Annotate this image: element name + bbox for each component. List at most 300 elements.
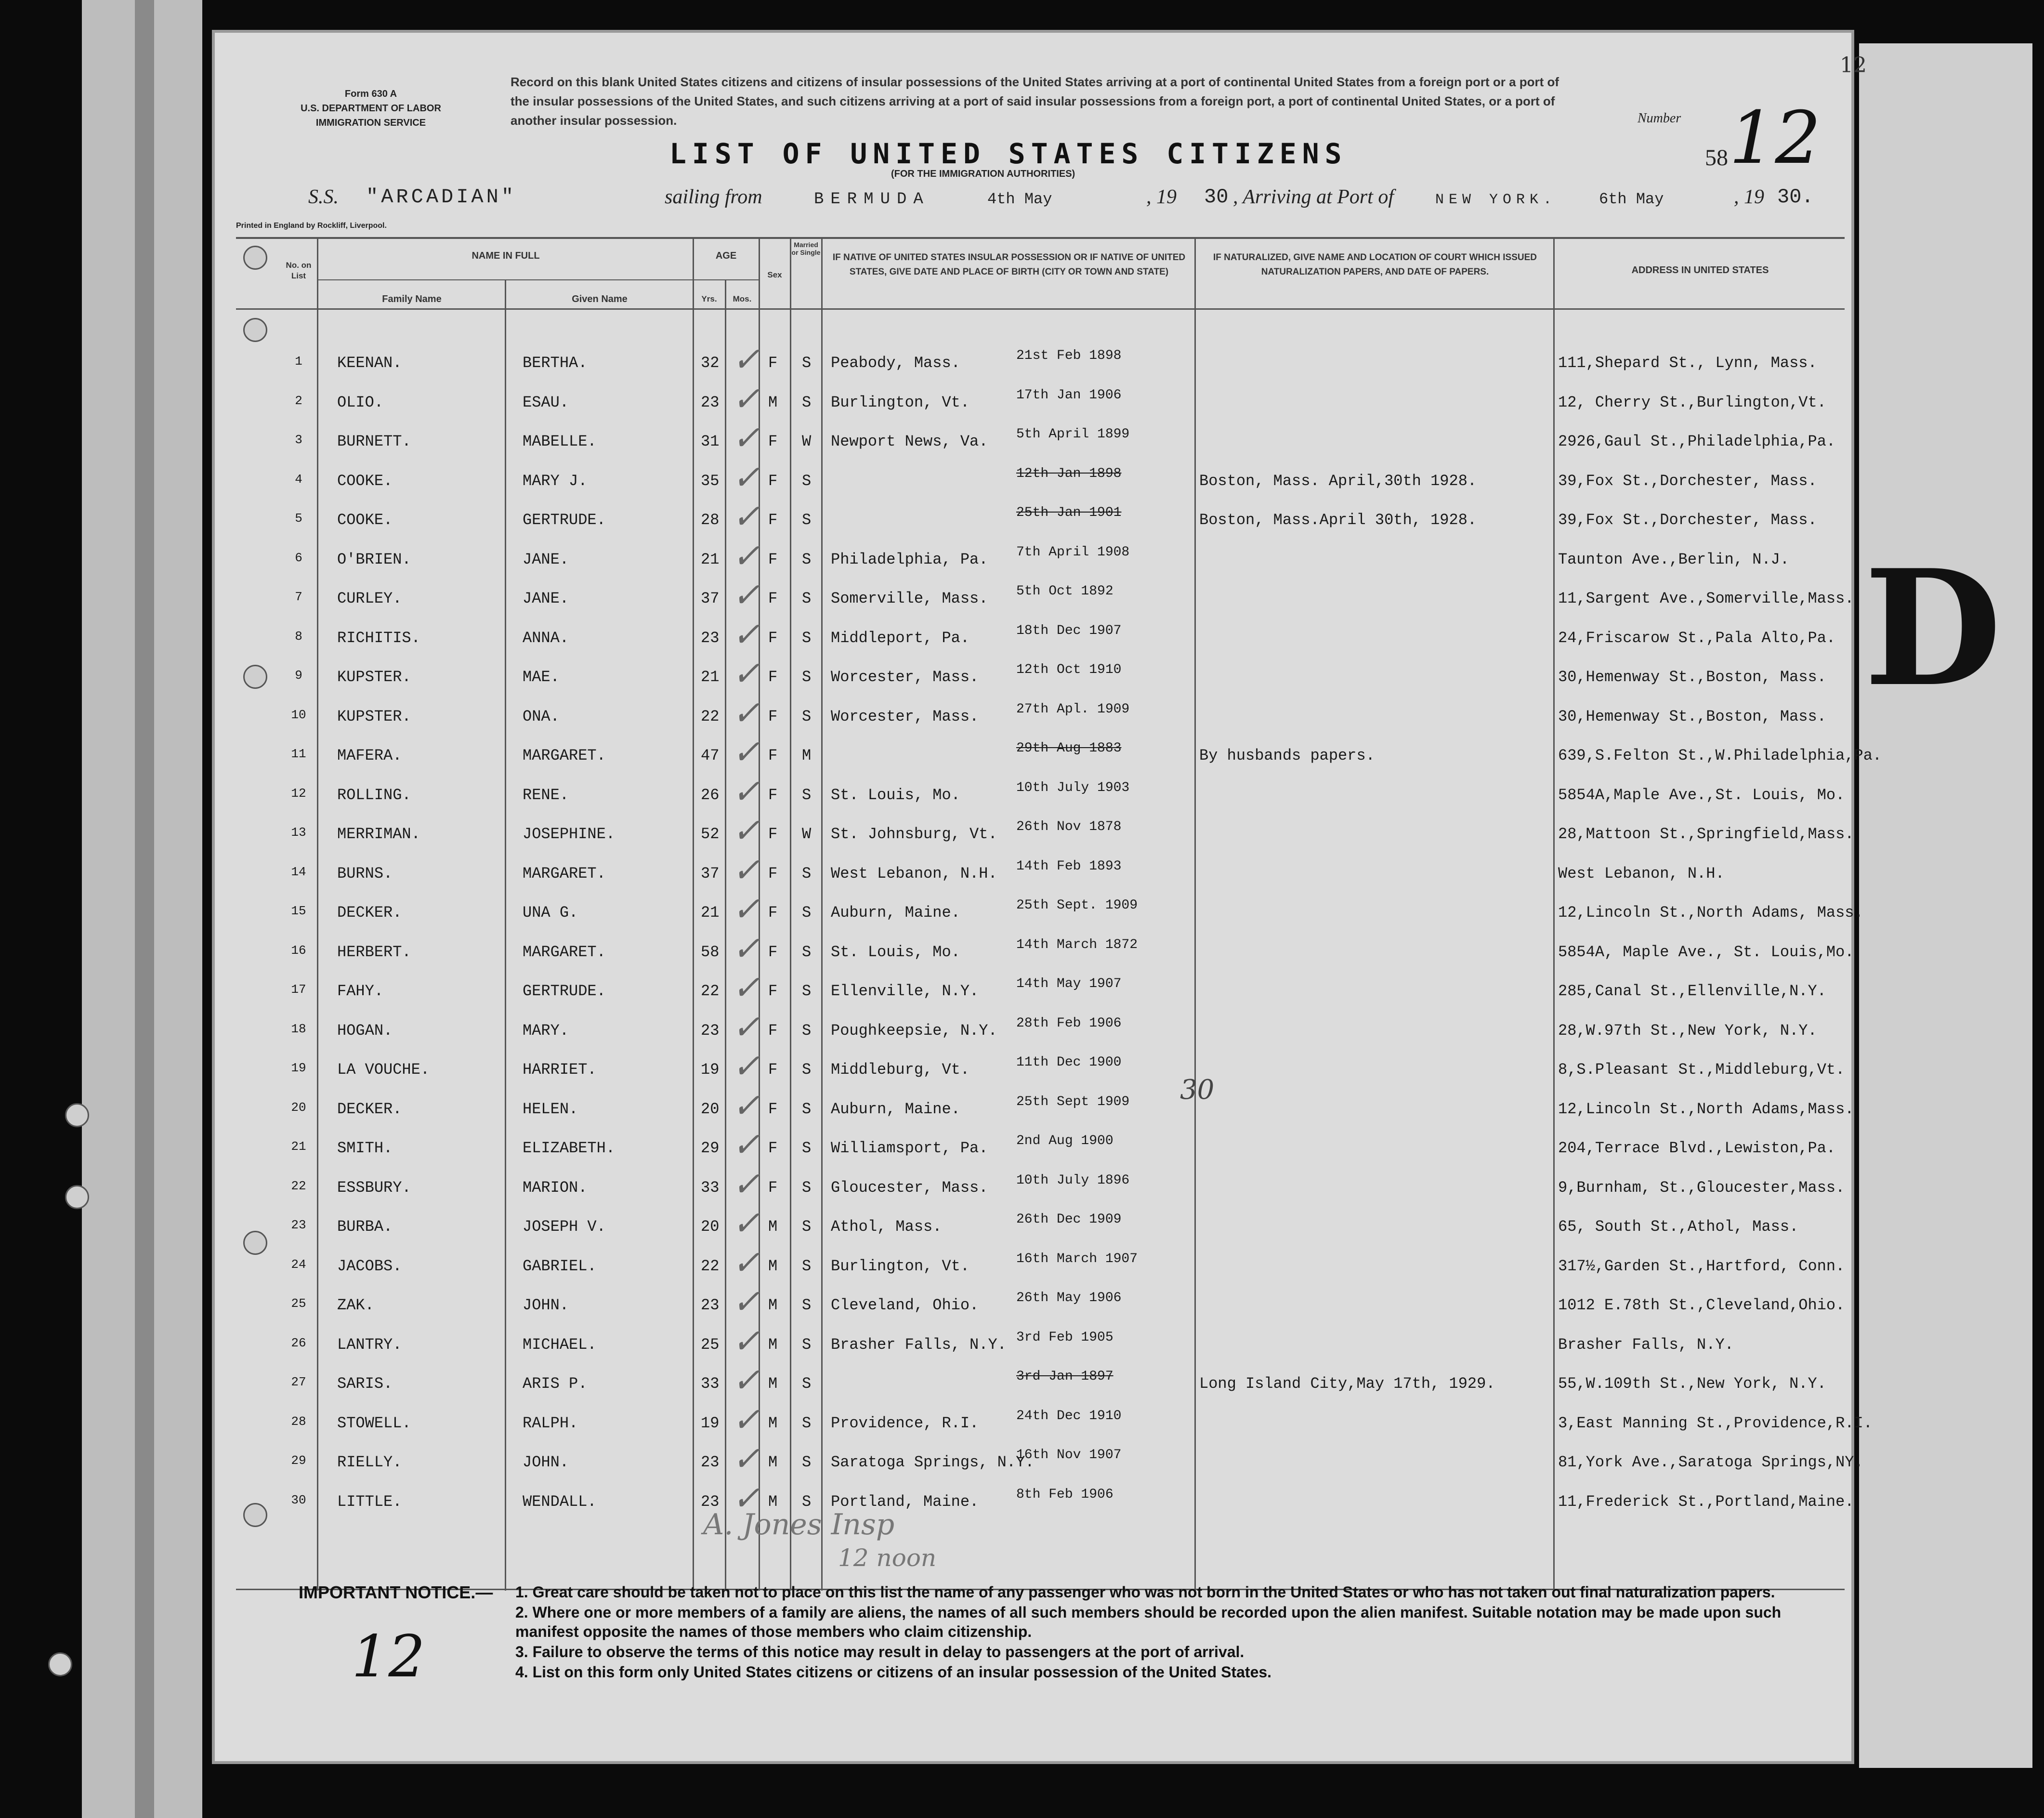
- cell-given: HARRIET.: [523, 1061, 597, 1079]
- cell-date: 10th July 1903: [1016, 780, 1130, 795]
- cell-family: OLIO.: [337, 393, 384, 411]
- cell-given: BERTHA.: [523, 354, 588, 372]
- year-prefix: , 19: [1146, 186, 1177, 208]
- departure-port: BERMUDA: [814, 190, 930, 209]
- cell-given: MARION.: [523, 1178, 588, 1197]
- cell-place: St. Louis, Mo.: [831, 786, 960, 804]
- check-mark-icon: ✓: [732, 693, 760, 733]
- cell-age: 21: [701, 550, 720, 568]
- ship-name: "ARCADIAN": [366, 185, 517, 209]
- cell-no: 29: [291, 1453, 306, 1468]
- cell-sex: F: [768, 786, 778, 804]
- check-mark-icon: ✓: [732, 1164, 760, 1204]
- table-row: [0, 693, 2044, 746]
- cell-sex: F: [768, 354, 778, 372]
- header-given-name: Given Name: [572, 294, 628, 304]
- cell-given: UNA G.: [523, 904, 578, 922]
- cell-ms: S: [802, 1296, 812, 1314]
- cell-no: 27: [291, 1375, 306, 1389]
- cell-family: MAFERA.: [337, 747, 402, 764]
- cell-age: 32: [701, 354, 720, 372]
- cell-address: 65, South St.,Athol, Mass.: [1558, 1218, 1799, 1236]
- header-naturalized: IF NATURALIZED, GIVE NAME AND LOCATION OF COURT WHICH ISSUED NATURALIZATION PAPERS, AND DATE OF PAPERS.: [1213, 252, 1537, 277]
- check-mark-icon: ✓: [732, 1399, 760, 1439]
- cell-given: JOHN.: [523, 1296, 569, 1314]
- cell-no: 1: [295, 354, 302, 369]
- cell-family: DECKER.: [337, 904, 402, 922]
- table-row: [0, 1242, 2044, 1296]
- cell-date: 16th Nov 1907: [1016, 1448, 1122, 1462]
- cell-address: 11,Frederick St.,Portland,Maine.: [1558, 1492, 1854, 1511]
- header-mos: Mos.: [733, 294, 752, 303]
- instructions: Record on this blank United States citizens and citizens of insular possessions of the United States arriving at a port of continental United States from a foreign port or a port of the insular possessions of the United States, and such citizens arriving at a port of said insular possessions from a foreign port, a port of continental United States, or a port of another insular possession.: [511, 75, 1559, 128]
- cell-ms: S: [802, 668, 812, 686]
- check-mark-icon: ✓: [732, 968, 760, 1007]
- cell-place: St. Johnsburg, Vt.: [831, 825, 997, 843]
- cell-family: ROLLING.: [337, 786, 411, 804]
- cell-ms: S: [802, 472, 812, 490]
- cell-no: 3: [295, 433, 302, 447]
- cell-date: 28th Feb 1906: [1016, 1015, 1122, 1031]
- table-row: [0, 771, 2044, 825]
- header-name-in-full: NAME IN FULL: [472, 250, 540, 261]
- cell-given: WENDALL.: [523, 1492, 597, 1511]
- cell-ms: W: [802, 433, 812, 450]
- cell-age: 29: [701, 1139, 720, 1157]
- cell-sex: F: [768, 472, 778, 490]
- cell-no: 18: [291, 1021, 306, 1036]
- cell-sex: F: [768, 1021, 778, 1040]
- cell-address: 111,Shepard St., Lynn, Mass.: [1558, 354, 1817, 372]
- inspector-signature: A. Jones Insp: [703, 1508, 895, 1541]
- cell-no: 28: [291, 1414, 306, 1429]
- cell-sex: F: [768, 668, 778, 686]
- table-top-rule: [236, 237, 1845, 239]
- table-row: [0, 575, 2044, 628]
- cell-nat: Boston, Mass.April 30th, 1928.: [1199, 511, 1477, 529]
- arrival-date: 6th May: [1599, 190, 1664, 208]
- signature-time: 12 noon: [838, 1544, 937, 1572]
- cell-place: Providence, R.I.: [831, 1414, 979, 1432]
- cell-ms: S: [802, 1414, 812, 1432]
- cell-age: 35: [701, 472, 720, 490]
- cell-date: 14th March 1872: [1016, 937, 1138, 952]
- cell-sex: F: [768, 629, 778, 647]
- punch-hole: [243, 246, 267, 270]
- number-printed: 58: [1705, 145, 1728, 171]
- cell-sex: F: [768, 982, 778, 1000]
- cell-sex: M: [768, 1335, 778, 1354]
- cell-date: 24th Dec 1910: [1016, 1408, 1122, 1423]
- cell-address: 30,Hemenway St.,Boston, Mass.: [1558, 707, 1826, 725]
- cell-ms: S: [802, 393, 812, 411]
- cell-sex: M: [768, 393, 778, 411]
- arrival-port: NEW YORK.: [1435, 192, 1557, 208]
- cell-family: SARIS.: [337, 1375, 393, 1393]
- cell-family: RICHITIS.: [337, 629, 420, 647]
- header-sex: Sex: [767, 270, 782, 279]
- cell-address: 12,Lincoln St.,North Adams,Mass.: [1558, 1100, 1854, 1118]
- cell-ms: S: [802, 943, 812, 961]
- cell-ms: S: [802, 1021, 812, 1040]
- check-mark-icon: ✓: [732, 340, 760, 379]
- cell-place: Auburn, Maine.: [831, 904, 960, 922]
- cell-date: 8th Feb 1906: [1016, 1487, 1114, 1502]
- cell-no: 15: [291, 904, 306, 918]
- cell-age: 26: [701, 786, 720, 804]
- cell-date: 17th Jan 1906: [1016, 387, 1122, 403]
- cell-date: 25th Sept 1909: [1016, 1094, 1130, 1109]
- header-address: ADDRESS IN UNITED STATES: [1631, 265, 1769, 276]
- check-mark-icon: ✓: [732, 850, 760, 890]
- cell-address: 12,Lincoln St.,North Adams, Mass.: [1558, 904, 1863, 922]
- cell-age: 19: [701, 1414, 720, 1432]
- cell-ms: W: [802, 825, 812, 843]
- handwritten-page-number: 12: [352, 1623, 425, 1690]
- departure-year: 30: [1204, 185, 1229, 209]
- cell-age: 37: [701, 864, 720, 883]
- cell-address: 11,Sargent Ave.,Somerville,Mass.: [1558, 590, 1854, 607]
- cell-ms: S: [802, 864, 812, 883]
- cell-sex: M: [768, 1218, 778, 1236]
- check-mark-icon: ✓: [732, 654, 760, 693]
- cell-given: ELIZABETH.: [523, 1139, 616, 1157]
- handwritten-mark: D: [1864, 535, 2002, 722]
- cell-ms: S: [802, 629, 812, 647]
- table-row: [0, 614, 2044, 668]
- table-row: [0, 1164, 2044, 1217]
- cell-no: 20: [291, 1100, 306, 1115]
- cell-age: 58: [701, 943, 720, 961]
- check-mark-icon: ✓: [732, 1321, 760, 1361]
- table-row: [0, 968, 2044, 1021]
- cell-address: 3,East Manning St.,Providence,R.I.: [1558, 1414, 1873, 1432]
- cell-date: 16th March 1907: [1016, 1251, 1138, 1266]
- notice-list: [515, 1582, 1835, 1683]
- cell-sex: M: [768, 1453, 778, 1471]
- margin-note: 30: [1180, 1074, 1215, 1106]
- cell-family: HERBERT.: [337, 943, 411, 961]
- cell-no: 24: [291, 1257, 306, 1272]
- cell-age: 21: [701, 904, 720, 922]
- cell-given: GERTRUDE.: [523, 982, 606, 1000]
- cell-given: MAE.: [523, 668, 560, 686]
- cell-date: 27th Apl. 1909: [1016, 701, 1130, 717]
- check-mark-icon: ✓: [732, 457, 760, 497]
- cell-address: 5854A,Maple Ave.,St. Louis, Mo.: [1558, 786, 1845, 804]
- cell-nat: Long Island City,May 17th, 1929.: [1199, 1375, 1495, 1393]
- cell-date: 25th Jan 1901: [1016, 505, 1122, 520]
- service: IMMIGRATION SERVICE: [315, 118, 426, 128]
- cell-ms: S: [802, 1218, 812, 1236]
- cell-age: 37: [701, 590, 720, 607]
- table-row: [0, 497, 2044, 550]
- cell-given: HELEN.: [523, 1100, 578, 1118]
- cell-place: Gloucester, Mass.: [831, 1178, 988, 1197]
- cell-date: 14th May 1907: [1016, 976, 1122, 991]
- cell-given: JOHN.: [523, 1453, 569, 1471]
- cell-age: 52: [701, 825, 720, 843]
- cell-sex: M: [768, 1492, 778, 1511]
- cell-no: 26: [291, 1335, 306, 1350]
- cell-sex: M: [768, 1257, 778, 1275]
- cell-given: ESAU.: [523, 393, 569, 411]
- cell-place: Worcester, Mass.: [831, 668, 979, 686]
- cell-address: Taunton Ave.,Berlin, N.J.: [1558, 550, 1790, 568]
- cell-sex: M: [768, 1375, 778, 1393]
- check-mark-icon: ✓: [732, 1203, 760, 1243]
- cell-no: 14: [291, 864, 306, 879]
- cell-place: Cleveland, Ohio.: [831, 1296, 979, 1314]
- cell-nat: By husbands papers.: [1199, 747, 1375, 764]
- cell-address: 28,W.97th St.,New York, N.Y.: [1558, 1021, 1817, 1040]
- cell-no: 13: [291, 825, 306, 840]
- cell-place: Middleport, Pa.: [831, 629, 970, 647]
- cell-place: Williamsport, Pa.: [831, 1139, 988, 1157]
- cell-place: St. Louis, Mo.: [831, 943, 960, 961]
- cell-sex: F: [768, 825, 778, 843]
- cell-age: 23: [701, 1021, 720, 1040]
- cell-given: ANNA.: [523, 629, 569, 647]
- cell-place: Poughkeepsie, N.Y.: [831, 1021, 997, 1040]
- table-row: [0, 1007, 2044, 1060]
- table-row: [0, 536, 2044, 589]
- table-row: [0, 732, 2044, 785]
- sailing-label: sailing from: [665, 186, 762, 208]
- cell-sex: F: [768, 904, 778, 922]
- cell-address: 639,S.Felton St.,W.Philadelphia,Pa.: [1558, 747, 1882, 764]
- cell-ms: S: [802, 786, 812, 804]
- cell-family: SMITH.: [337, 1139, 393, 1157]
- cell-sex: F: [768, 433, 778, 450]
- header-married: Married or Single: [791, 241, 821, 256]
- table-row: [0, 850, 2044, 903]
- cell-no: 6: [295, 550, 302, 565]
- cell-date: 12th Oct 1910: [1016, 662, 1122, 677]
- header-bottom-rule: [236, 308, 1845, 310]
- check-mark-icon: ✓: [732, 614, 760, 654]
- cell-age: 33: [701, 1375, 720, 1393]
- table-row: [0, 1046, 2044, 1099]
- cell-no: 23: [291, 1218, 306, 1232]
- cell-age: 28: [701, 511, 720, 529]
- check-mark-icon: ✓: [732, 575, 760, 615]
- cell-address: 5854A, Maple Ave., St. Louis,Mo.: [1558, 943, 1854, 961]
- cell-ms: M: [802, 747, 812, 764]
- check-mark-icon: ✓: [732, 1007, 760, 1047]
- cell-family: JACOBS.: [337, 1257, 402, 1275]
- cell-address: 9,Burnham, St.,Gloucester,Mass.: [1558, 1178, 1845, 1197]
- cell-no: 11: [291, 747, 306, 761]
- cell-ms: S: [802, 1139, 812, 1157]
- cell-date: 5th Oct 1892: [1016, 584, 1114, 599]
- cell-age: 20: [701, 1100, 720, 1118]
- check-mark-icon: ✓: [732, 497, 760, 536]
- cell-family: KUPSTER.: [337, 707, 411, 725]
- cell-age: 23: [701, 1296, 720, 1314]
- cell-address: 39,Fox St.,Dorchester, Mass.: [1558, 472, 1817, 490]
- header-yrs: Yrs.: [701, 294, 717, 303]
- cell-address: 204,Terrace Blvd.,Lewiston,Pa.: [1558, 1139, 1836, 1157]
- cell-sex: F: [768, 864, 778, 883]
- cell-date: 18th Dec 1907: [1016, 623, 1122, 638]
- cell-given: MARY.: [523, 1021, 569, 1040]
- cell-date: 5th April 1899: [1016, 427, 1130, 442]
- cell-family: DECKER.: [337, 1100, 402, 1118]
- check-mark-icon: ✓: [732, 536, 760, 576]
- cell-ms: S: [802, 1453, 812, 1471]
- arriving-label: , Arriving at Port of: [1233, 186, 1394, 208]
- cell-family: LANTRY.: [337, 1335, 402, 1354]
- cell-ms: S: [802, 590, 812, 607]
- cell-no: 30: [291, 1492, 306, 1507]
- cell-no: 22: [291, 1178, 306, 1193]
- cell-sex: F: [768, 511, 778, 529]
- cell-age: 22: [701, 982, 720, 1000]
- header-no: No. on List: [286, 261, 312, 280]
- cell-given: ONA.: [523, 707, 560, 725]
- table-row: [0, 889, 2044, 942]
- cell-family: LITTLE.: [337, 1492, 402, 1511]
- check-mark-icon: ✓: [732, 1439, 760, 1478]
- notice-item: 4. List on this form only United States citizens or citizens of an insular possession of the United States.: [515, 1663, 1272, 1681]
- cell-date: 26th May 1906: [1016, 1291, 1122, 1305]
- cell-no: 8: [295, 629, 302, 644]
- cell-given: MARY J.: [523, 472, 588, 490]
- cell-address: 8,S.Pleasant St.,Middleburg,Vt.: [1558, 1061, 1845, 1079]
- cell-given: MARGARET.: [523, 747, 606, 764]
- cell-date: 11th Dec 1900: [1016, 1055, 1122, 1070]
- cell-no: 19: [291, 1061, 306, 1075]
- check-mark-icon: ✓: [732, 771, 760, 811]
- cell-date: 26th Dec 1909: [1016, 1212, 1122, 1227]
- header-family-name: Family Name: [382, 294, 442, 304]
- header-birth: IF NATIVE OF UNITED STATES INSULAR POSSESSION OR IF NATIVE OF UNITED STATES, GIVE DATE AND PLACE OF BIRTH (CITY OR TOWN AND STATE): [832, 252, 1186, 277]
- notice-item: 3. Failure to observe the terms of this notice may result in delay to passengers at the port of arrival.: [515, 1643, 1245, 1660]
- cell-sex: M: [768, 1414, 778, 1432]
- table-row: [0, 457, 2044, 511]
- cell-place: Portland, Maine.: [831, 1492, 979, 1511]
- check-mark-icon: ✓: [732, 1085, 760, 1125]
- form-id: [284, 87, 458, 130]
- table-row: [0, 340, 2044, 393]
- departure-date: 4th May: [987, 190, 1052, 208]
- punch-hole: [243, 318, 267, 342]
- cell-sex: F: [768, 1178, 778, 1197]
- printer-credit: Printed in England by Rockliff, Liverpool.: [236, 222, 387, 230]
- cell-family: COOKE.: [337, 472, 393, 490]
- cell-family: KEENAN.: [337, 354, 402, 372]
- number-label: Number: [1638, 111, 1681, 126]
- cell-no: 17: [291, 982, 306, 997]
- cell-ms: S: [802, 550, 812, 568]
- cell-given: RENE.: [523, 786, 569, 804]
- notice-item: 2. Where one or more members of a family are aliens, the names of all such members should be recorded upon the alien manifest. Suitable notation may be made upon such manifest opposite the names of those members who claim citizenship.: [515, 1604, 1782, 1640]
- table-row: [0, 1203, 2044, 1256]
- cell-address: 39,Fox St.,Dorchester, Mass.: [1558, 511, 1817, 529]
- cell-address: 55,W.109th St.,New York, N.Y.: [1558, 1375, 1826, 1393]
- cell-address: 24,Friscarow St.,Pala Alto,Pa.: [1558, 629, 1836, 647]
- cell-no: 5: [295, 511, 302, 526]
- table-row: [0, 1360, 2044, 1413]
- cell-age: 23: [701, 1453, 720, 1471]
- cell-given: ARIS P.: [523, 1375, 588, 1393]
- cell-age: 22: [701, 707, 720, 725]
- check-mark-icon: ✓: [732, 1242, 760, 1282]
- cell-age: 31: [701, 433, 720, 450]
- cell-age: 20: [701, 1218, 720, 1236]
- cell-ms: S: [802, 1492, 812, 1511]
- cell-age: 47: [701, 747, 720, 764]
- number-handwritten-small: 12: [1840, 53, 1867, 78]
- check-mark-icon: ✓: [732, 1360, 760, 1400]
- cell-sex: F: [768, 1100, 778, 1118]
- cell-sex: F: [768, 747, 778, 764]
- check-mark-icon: ✓: [732, 1478, 760, 1518]
- cell-ms: S: [802, 1257, 812, 1275]
- cell-given: GABRIEL.: [523, 1257, 597, 1275]
- cell-no: 2: [295, 393, 302, 408]
- page-subtitle: (FOR THE IMMIGRATION AUTHORITIES): [891, 169, 1075, 179]
- cell-ms: S: [802, 1100, 812, 1118]
- arrival-year: 30.: [1777, 185, 1814, 209]
- cell-family: HOGAN.: [337, 1021, 393, 1040]
- cell-sex: F: [768, 550, 778, 568]
- cell-place: Ellenville, N.Y.: [831, 982, 979, 1000]
- cell-no: 25: [291, 1296, 306, 1311]
- cell-date: 2nd Aug 1900: [1016, 1133, 1114, 1148]
- cell-sex: M: [768, 1296, 778, 1314]
- check-mark-icon: ✓: [732, 889, 760, 929]
- table-row: [0, 1399, 2044, 1453]
- notice-item: 1. Great care should be taken not to place on this list the name of any passenger who was not born in the United States or who has not taken out final naturalization papers.: [515, 1583, 1775, 1601]
- check-mark-icon: ✓: [732, 1046, 760, 1086]
- cell-address: West Lebanon, N.H.: [1558, 864, 1725, 883]
- table-row: [0, 1478, 2044, 1531]
- cell-ms: S: [802, 1335, 812, 1354]
- cell-given: MICHAEL.: [523, 1335, 597, 1354]
- cell-sex: F: [768, 1139, 778, 1157]
- page-title: LIST OF UNITED STATES CITIZENS: [669, 137, 1348, 170]
- cell-date: 26th Nov 1878: [1016, 819, 1122, 834]
- cell-address: Brasher Falls, N.Y.: [1558, 1335, 1734, 1354]
- check-mark-icon: ✓: [732, 1125, 760, 1164]
- cell-age: 23: [701, 393, 720, 411]
- notice-label: IMPORTANT NOTICE.—: [299, 1582, 493, 1602]
- cell-family: ZAK.: [337, 1296, 374, 1314]
- cell-family: RIELLY.: [337, 1453, 402, 1471]
- cell-given: MARGARET.: [523, 864, 606, 883]
- table-row: [0, 1125, 2044, 1178]
- cell-address: 28,Mattoon St.,Springfield,Mass.: [1558, 825, 1854, 843]
- cell-family: FAHY.: [337, 982, 384, 1000]
- cell-date: 12th Jan 1898: [1016, 466, 1122, 481]
- cell-no: 21: [291, 1139, 306, 1154]
- cell-ms: S: [802, 354, 812, 372]
- cell-given: JOSEPHINE.: [523, 825, 616, 843]
- cell-place: West Lebanon, N.H.: [831, 864, 997, 883]
- cell-date: 14th Feb 1893: [1016, 858, 1122, 874]
- cell-date: 7th April 1908: [1016, 544, 1130, 560]
- department: U.S. DEPARTMENT OF LABOR: [301, 103, 441, 114]
- cell-age: 33: [701, 1178, 720, 1197]
- cell-place: Burlington, Vt.: [831, 393, 970, 411]
- cell-address: 1012 E.78th St.,Cleveland,Ohio.: [1558, 1296, 1845, 1314]
- cell-place: Newport News, Va.: [831, 433, 988, 450]
- cell-family: ESSBURY.: [337, 1178, 411, 1197]
- punch-hole: [48, 1652, 72, 1676]
- check-mark-icon: ✓: [732, 1282, 760, 1321]
